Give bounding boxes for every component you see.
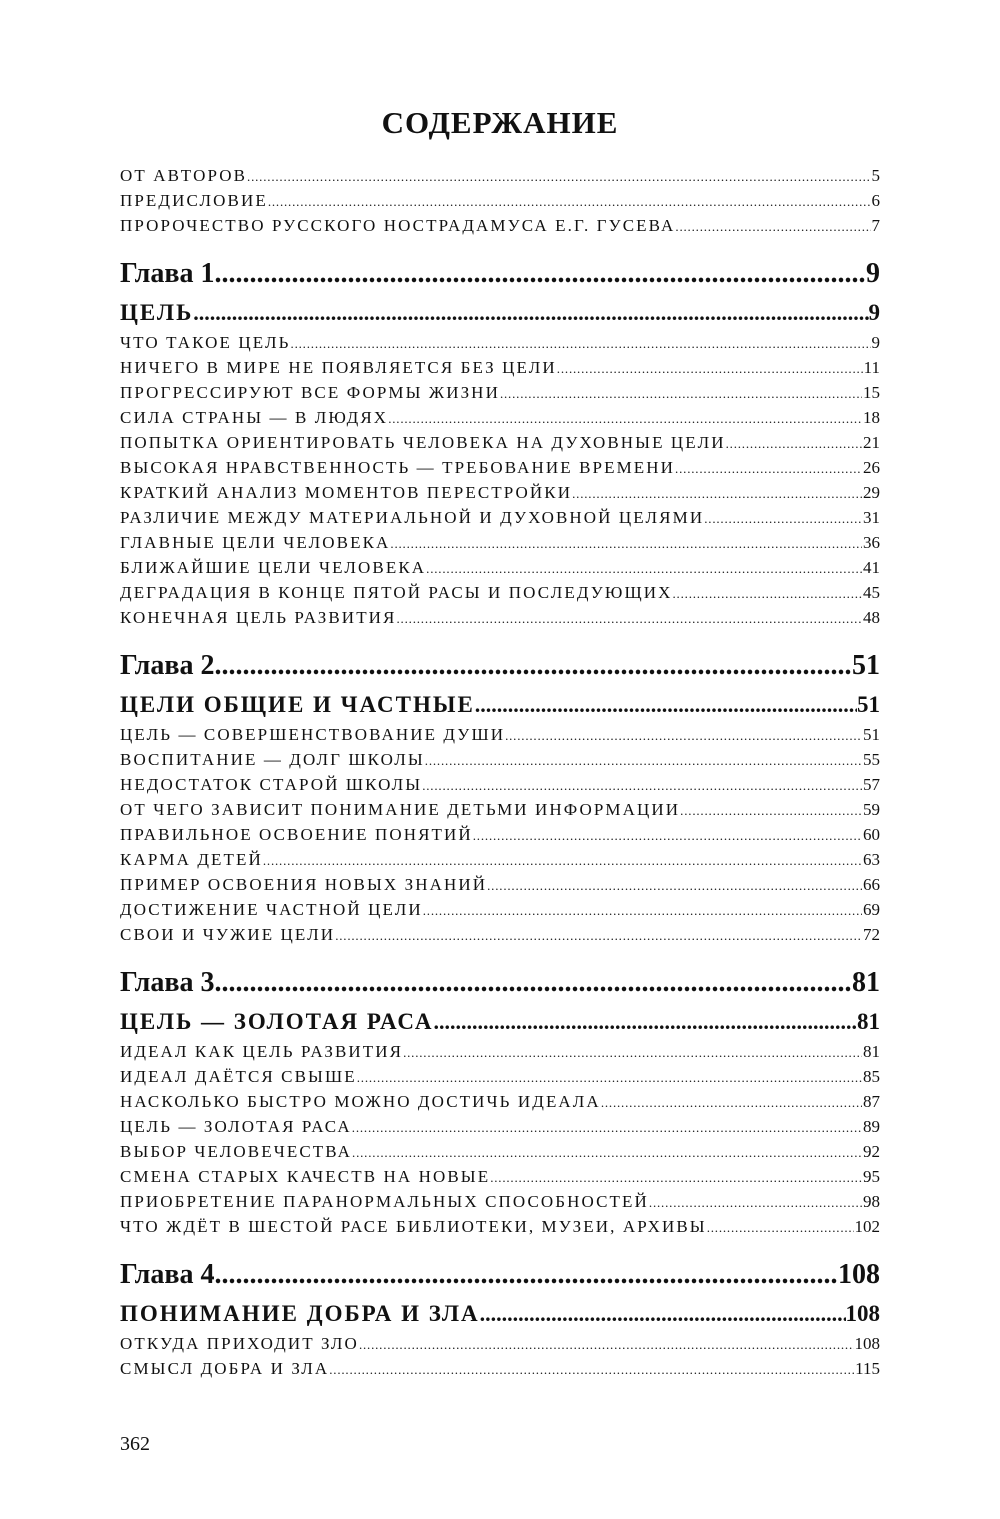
dot-leader [403,1040,862,1065]
toc-entry[interactable] [120,530,880,555]
toc-entry-label: ГЛАВНЫЕ ЦЕЛИ ЧЕЛОВЕКА [120,533,391,552]
toc-entry[interactable] [120,430,880,455]
toc-entry-page: 69 [863,900,880,919]
toc-entry-label: ОТКУДА ПРИХОДИТ ЗЛО [120,1334,359,1353]
toc-entry[interactable] [120,1356,880,1381]
dot-leader [335,923,862,948]
dot-leader [215,1254,839,1296]
toc-entry[interactable] [120,1139,880,1164]
chapter-page: 51 [852,650,880,681]
toc-entry-label: ЧТО ТАКОЕ ЦЕЛЬ [120,333,291,352]
toc-entry-label: ДОСТИЖЕНИЕ ЧАСТНОЙ ЦЕЛИ [120,900,423,919]
part-heading-3[interactable] [120,1004,880,1039]
toc-entry-label: ПРЕДИСЛОВИЕ [120,191,268,210]
toc-entry-page: 7 [871,216,880,235]
dot-leader [423,898,862,923]
dot-leader [500,381,862,406]
toc-entry-label: СМЫСЛ ДОБРА И ЗЛА [120,1359,330,1378]
chapter-heading-3[interactable] [120,962,880,1004]
toc-entry-label: ОТ АВТОРОВ [120,166,248,185]
chapter-label: Глава 1 [120,258,215,289]
toc-entry-page: 92 [863,1142,880,1161]
chapter-label: Глава 3 [120,967,215,998]
toc-entry-label: СИЛА СТРАНЫ — В ЛЮДЯХ [120,408,389,427]
chapter-label: Глава 4 [120,1259,215,1290]
dot-leader [352,1140,862,1165]
toc-entry[interactable] [120,1064,880,1089]
part-label: ПОНИМАНИЕ ДОБРА И ЗЛА [120,1301,480,1326]
toc-entry-page: 9 [871,333,880,352]
dot-leader [473,823,862,848]
toc-entry[interactable] [120,380,880,405]
toc-entry-page: 81 [863,1042,880,1061]
dot-leader [426,556,862,581]
dot-leader [704,506,862,531]
part-label: ЦЕЛЬ — ЗОЛОТАЯ РАСА [120,1009,434,1034]
toc-entry[interactable] [120,1164,880,1189]
toc-entry-label: ПРАВИЛЬНОЕ ОСВОЕНИЕ ПОНЯТИЙ [120,825,473,844]
part-heading-1[interactable] [120,295,880,330]
dot-leader [263,848,862,873]
toc-entry[interactable] [120,922,880,947]
toc-entry-page: 60 [863,825,880,844]
toc-entry-label: ПРОГРЕССИРУЮТ ВСЕ ФОРМЫ ЖИЗНИ [120,383,500,402]
dot-leader [247,164,870,189]
toc-entry[interactable] [120,747,880,772]
dot-leader [425,748,862,773]
toc-entry-label: ЦЕЛЬ — СОВЕРШЕНСТВОВАНИЕ ДУШИ [120,725,506,744]
toc-entry-front-2[interactable] [120,213,880,238]
part-page: 9 [868,300,880,325]
toc-entry[interactable] [120,405,880,430]
toc-entry[interactable] [120,1214,880,1239]
toc-entry-label: БЛИЖАЙШИЕ ЦЕЛИ ЧЕЛОВЕКА [120,558,427,577]
toc-entry-page: 41 [863,558,880,577]
dot-leader [359,1332,854,1357]
dot-leader [475,687,857,722]
toc-entry-label: ОТ ЧЕГО ЗАВИСИТ ПОНИМАНИЕ ДЕТЬМИ ИНФОРМАЦИИ [120,800,681,819]
toc-entry[interactable] [120,1114,880,1139]
toc-entry-page: 63 [863,850,880,869]
toc-entry[interactable] [120,555,880,580]
toc-entry[interactable] [120,1189,880,1214]
toc-entry-page: 26 [863,458,880,477]
toc-entry-page: 85 [863,1067,880,1086]
chapter-heading-4[interactable] [120,1254,880,1296]
toc-entry-label: ЦЕЛЬ — ЗОЛОТАЯ РАСА [120,1117,352,1136]
toc-entry-page: 102 [854,1217,880,1236]
toc-entry-front-1[interactable] [120,188,880,213]
toc-entry-label: ПОПЫТКА ОРИЕНТИРОВАТЬ ЧЕЛОВЕКА НА ДУХОВНЫЕ ЦЕЛИ [120,433,726,452]
dot-leader [601,1090,862,1115]
dot-leader [397,606,863,631]
dot-leader [215,645,853,687]
dot-leader [390,531,862,556]
dot-leader [357,1065,862,1090]
chapter-page: 81 [852,967,880,998]
dot-leader [329,1357,854,1382]
toc-entry-label: КРАТКИЙ АНАЛИЗ МОМЕНТОВ ПЕРЕСТРОЙКИ [120,483,573,502]
dot-leader [480,1296,846,1331]
toc-entry-label: ВОСПИТАНИЕ — ДОЛГ ШКОЛЫ [120,750,425,769]
toc-entry-page: 55 [863,750,880,769]
dot-leader [572,481,862,506]
toc-entry[interactable] [120,772,880,797]
part-page: 81 [857,1009,880,1034]
toc-entry-page: 6 [871,191,880,210]
toc-entry-label: СМЕНА СТАРЫХ КАЧЕСТВ НА НОВЫЕ [120,1167,491,1186]
toc-entry[interactable] [120,872,880,897]
toc-entry-page: 115 [855,1359,880,1378]
toc-entry-page: 98 [863,1192,880,1211]
chapter-page: 9 [866,258,880,289]
toc-entry-page: 5 [871,166,880,185]
toc-entry-label: НИЧЕГО В МИРЕ НЕ ПОЯВЛЯЕТСЯ БЕЗ ЦЕЛИ [120,358,557,377]
toc-entry[interactable] [120,455,880,480]
toc-entry-page: 72 [863,925,880,944]
part-heading-4[interactable] [120,1296,880,1331]
part-heading-2[interactable] [120,687,880,722]
toc-entry-page: 87 [863,1092,880,1111]
dot-leader [268,189,871,214]
toc-entry-label: ВЫБОР ЧЕЛОВЕЧЕСТВА [120,1142,353,1161]
part-page: 51 [857,692,880,717]
toc-entry[interactable] [120,505,880,530]
toc-entry-label: НЕДОСТАТОК СТАРОЙ ШКОЛЫ [120,775,423,794]
dot-leader [557,356,863,381]
toc-entry[interactable] [120,1331,880,1356]
toc-entry-label: ЧТО ЖДЁТ В ШЕСТОЙ РАСЕ БИБЛИОТЕКИ, МУЗЕИ, АРХИВЫ [120,1217,707,1236]
dot-leader [291,331,871,356]
dot-leader [434,1004,858,1039]
toc-entry[interactable] [120,355,880,380]
dot-leader [707,1215,854,1240]
toc-entry-page: 36 [863,533,880,552]
dot-leader [215,253,867,295]
toc-entry-label: НАСКОЛЬКО БЫСТРО МОЖНО ДОСТИЧЬ ИДЕАЛА [120,1092,601,1111]
toc-entry-label: КОНЕЧНАЯ ЦЕЛЬ РАЗВИТИЯ [120,608,397,627]
toc-entry-label: ПРИОБРЕТЕНИЕ ПАРАНОРМАЛЬНЫХ СПОСОБНОСТЕЙ [120,1192,649,1211]
toc-entry[interactable] [120,330,880,355]
toc-entry[interactable] [120,580,880,605]
dot-leader [649,1190,862,1215]
dot-leader [680,798,862,823]
toc-entry-label: КАРМА ДЕТЕЙ [120,850,263,869]
toc-entry-label: ИДЕАЛ ДАЁТСЯ СВЫШЕ [120,1067,357,1086]
toc-entry[interactable] [120,480,880,505]
toc-entry-page: 29 [863,483,880,502]
part-label: ЦЕЛЬ [120,300,194,325]
toc-entry[interactable] [120,1039,880,1064]
page-number: 362 [120,1433,150,1455]
toc-entry-page: 51 [863,725,880,744]
toc-entry[interactable] [120,722,880,747]
toc-entry[interactable] [120,897,880,922]
dot-leader [726,431,862,456]
dot-leader [675,456,862,481]
toc-entry-label: ПРИМЕР ОСВОЕНИЯ НОВЫХ ЗНАНИЙ [120,875,488,894]
toc-entry[interactable] [120,605,880,630]
toc-entry-page: 21 [863,433,880,452]
toc-entry-page: 95 [863,1167,880,1186]
toc-entry-page: 15 [863,383,880,402]
dot-leader [675,214,870,239]
dot-leader [487,873,862,898]
toc-entry-page: 89 [863,1117,880,1136]
toc-entry-label: ДЕГРАДАЦИЯ В КОНЦЕ ПЯТОЙ РАСЫ И ПОСЛЕДУЮЩИХ [120,583,673,602]
toc-entry-label: РАЗЛИЧИЕ МЕЖДУ МАТЕРИАЛЬНОЙ И ДУХОВНОЙ ЦЕЛЯМИ [120,508,705,527]
toc-entry-page: 11 [863,358,880,377]
toc-entry-page: 48 [863,608,880,627]
table-of-contents [120,163,880,1381]
dot-leader [505,723,862,748]
toc-entry-page: 66 [863,875,880,894]
toc-entry[interactable] [120,822,880,847]
dot-leader [193,295,868,330]
toc-entry[interactable] [120,847,880,872]
dot-leader [215,962,853,1004]
toc-entry-page: 57 [863,775,880,794]
chapter-page: 108 [838,1259,880,1290]
chapter-label: Глава 2 [120,650,215,681]
toc-entry-label: ВЫСОКАЯ НРАВСТВЕННОСТЬ — ТРЕБОВАНИЕ ВРЕМЕНИ [120,458,676,477]
toc-entry-page: 31 [863,508,880,527]
toc-entry[interactable] [120,1089,880,1114]
dot-leader [422,773,862,798]
toc-entry-page: 45 [863,583,880,602]
part-label: ЦЕЛИ ОБЩИЕ И ЧАСТНЫЕ [120,692,475,717]
dot-leader [388,406,862,431]
toc-entry-label: ПРОРОЧЕСТВО РУССКОГО НОСТРАДАМУСА Е.Г. ГУСЕВА [120,216,676,235]
toc-entry-label: ИДЕАЛ КАК ЦЕЛЬ РАЗВИТИЯ [120,1042,404,1061]
dot-leader [490,1165,862,1190]
toc-entry-page: 18 [863,408,880,427]
page-title: СОДЕРЖАНИЕ [381,105,619,140]
part-page: 108 [845,1301,880,1326]
chapter-heading-1[interactable] [120,253,880,295]
toc-entry-front-0[interactable] [120,163,880,188]
chapter-heading-2[interactable] [120,645,880,687]
toc-entry-page: 59 [863,800,880,819]
toc-entry-page: 108 [854,1334,880,1353]
toc-entry[interactable] [120,797,880,822]
dot-leader [673,581,863,606]
dot-leader [352,1115,862,1140]
toc-entry-label: СВОИ И ЧУЖИЕ ЦЕЛИ [120,925,336,944]
